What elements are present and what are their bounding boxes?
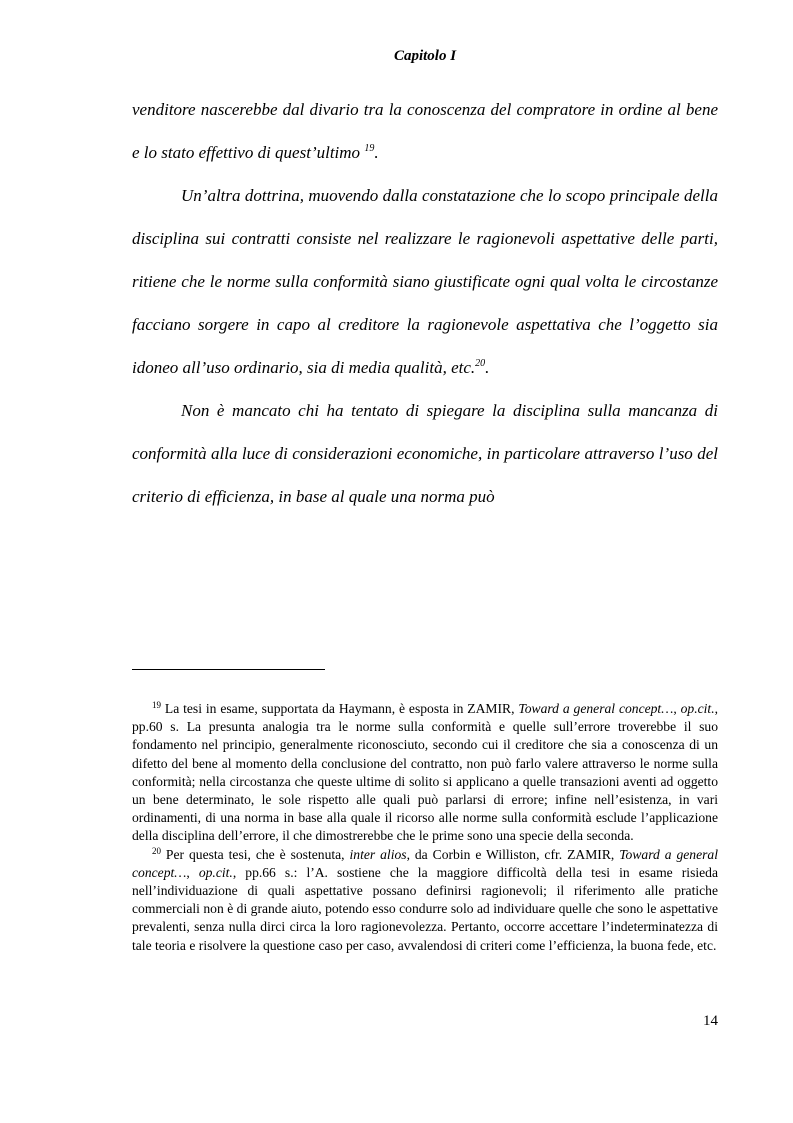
paragraph-1-end: . — [374, 143, 379, 162]
paragraph-3-text: Non è mancato chi ha tentato di spiegare la disciplina sulla mancanza di conformità alla luce di considerazioni economiche, in particolare attraverso l’uso del criterio di efficienza, in base al quale una norma può — [132, 401, 718, 506]
footnote-20-text-b: , da Corbin e Williston, cfr. ZAMIR, — [406, 846, 620, 862]
footnote-20-italic-c: op.cit. — [198, 864, 233, 880]
page-number: 14 — [703, 1013, 718, 1029]
footnote-20-italic-a: inter alios — [349, 846, 407, 862]
footnote-19 — [132, 700, 718, 846]
paragraph-3 — [132, 389, 718, 518]
footnote-20-mark: 20 — [152, 845, 161, 856]
paragraph-2-text: Un’altra dottrina, muovendo dalla constatazione che lo scopo principale della disciplina sui contratti consiste nel realizzare le ragionevoli aspettative delle parti, ritiene che le norme sulla conformità siano giustificate ogni qual volta le circostanze facciano sorgere in capo al creditore la ragionevole aspettativa che l’oggetto sia idoneo all’uso ordinario, sia di media qualità, etc. — [132, 186, 718, 377]
paragraph-1-text: venditore nascerebbe dal divario tra la conoscenza del compratore in ordine al bene e lo stato effettivo di quest’ultimo — [132, 100, 718, 162]
footnote-20-text-d: , pp.66 s.: l’A. sostiene che la maggiore difficoltà della tesi in esame risieda nell’individuazione di quali aspettative possano definirsi ragionevoli; il riferimento alle pratiche commerciali non è di grande aiuto, potendo esso condurre solo ad individuare quelle che sono le aspettative prevalenti, senza nulla dirci circa la loro ragionevolezza. Pertanto, occorre accettare l’indeterminatezza di tale teoria e risolvere la questione caso per caso, avvalendosi di criteri come l’efficienza, la buona fede, etc. — [132, 864, 718, 953]
footnote-19-text-a: La tesi in esame, supportata da Haymann, è esposta in ZAMIR, — [161, 701, 519, 716]
paragraph-2-end: . — [485, 358, 490, 377]
footnote-19-mark: 19 — [152, 700, 161, 710]
footnote-19-italic-a: Toward a general concept… — [518, 701, 674, 716]
paragraph-1 — [132, 88, 718, 174]
footnote-19-italic-b: op.cit. — [680, 701, 715, 716]
footnote-ref-19[interactable]: 19 — [364, 143, 375, 154]
footnotes — [132, 700, 718, 955]
footnote-20-italic-b: Toward a general concept… — [132, 846, 718, 880]
footnote-separator — [132, 669, 325, 670]
footnote-19-text-c: , pp.60 s. La presunta analogia tra le norme sulla conformità e quelle sull’errore troverebbe il suo fondamento nel principio, generalmente riconosciuto, secondo cui il creditore che sia a conoscenza di un difetto del bene al momento della conclusione del contratto, non può farlo valere attraverso le norme sulla conformità; nella circostanza che queste ultime di solito si applicano a quelle transazioni aventi ad oggetto un bene determinato, le sole rispetto alle quali può parlarsi di errore; infine nell’esistenza, in vari ordinamenti, di una norma in base alla quale il ricorso alle norme sulla conformità esclude l’applicazione della disciplina dell’errore, il che dimostrerebbe che le prime sono una specie della seconda. — [132, 701, 718, 844]
footnote-20-text-a: Per questa tesi, che è sostenuta, — [161, 846, 350, 862]
footnote-ref-20[interactable]: 20 — [475, 358, 486, 369]
paragraph-2 — [132, 174, 718, 389]
footnote-20-text-c: , — [186, 864, 199, 880]
footnote-20 — [132, 846, 718, 955]
chapter-header: Capitolo I — [393, 48, 457, 64]
footnote-19-text-b: , — [673, 701, 681, 716]
main-text — [132, 88, 718, 518]
